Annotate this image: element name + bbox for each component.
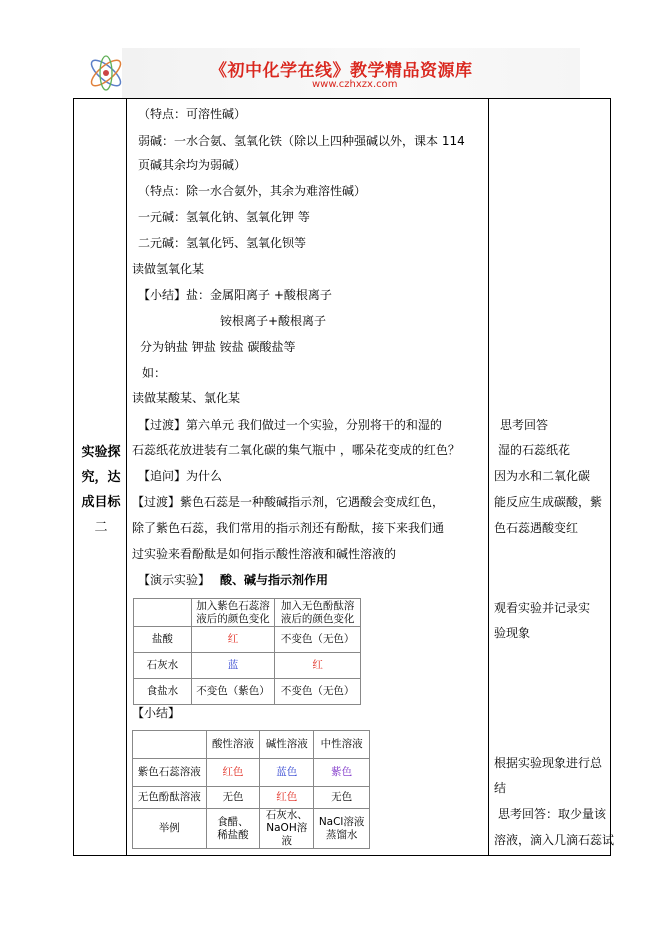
table-cell: 红色 [206,759,260,787]
table-cell: 食醋、 稀盐酸 [206,809,260,849]
text-line: 如： [142,366,167,380]
table-cell: 红 [191,627,275,653]
section-label-line: 成目标 [81,495,121,510]
text-line: 除了紫色石蕊，我们常用的指示剂还有酚酞，接下来我们通 [132,521,445,535]
text-line: 铵根离子+酸根离子 [220,314,327,328]
text-line: 二元碱：氢氧化钙、氢氧化钡等 [138,236,307,250]
student-activity: 溶液，滴入几滴石蕊试 [494,833,615,847]
table-top-border [73,98,611,99]
student-activity: 根据实验现象进行总 [494,756,603,770]
table-cell: 蓝色 [260,759,314,787]
section-label-line: 究，达 [81,470,121,485]
table-cell: 蓝 [191,653,275,679]
table-row-label: 盐酸 [134,627,192,653]
table-row-label: 举例 [133,809,207,849]
dna-logo-icon [84,52,128,94]
student-activity: 色石蕊遇酸变红 [494,521,579,535]
student-activity: 能反应生成碳酸，紫 [494,495,603,509]
student-activity: 观看实验并记录实 [494,601,591,615]
table-row-label: 无色酚酞溶液 [133,787,207,809]
summary-label: 【小结】 [132,706,181,720]
header-banner [80,48,580,98]
text-line: 页碱其余均为弱碱） [138,158,247,172]
table-header-cell [134,599,192,627]
student-activity: 湿的石蕊纸花 [498,443,571,457]
text-line: 石蕊纸花放进装有二氧化碳的集气瓶中 ，哪朵花变成的红色？ [132,443,460,457]
text-line: （特点：可溶性碱） [138,107,247,121]
column-divider-2 [488,98,489,856]
table-row-label: 石灰水 [134,653,192,679]
text-line: （特点：除一水合氨外，其余为难溶性碱） [138,184,367,198]
summary-table [132,730,370,849]
table-header-cell: 中性溶液 [314,731,370,759]
table-cell: 红色 [260,787,314,809]
column-divider-1 [126,98,127,856]
text-line: 一元碱：氢氧化钠、氢氧化钾 等 [138,210,310,224]
demo-label: 【演示实验】 [138,573,211,587]
student-activity: 思考回答 [500,418,549,432]
demo-title: 酸、碱与指示剂作用 [220,573,329,587]
text-line: 分为钠盐 钾盐 铵盐 碳酸盐等 [140,340,296,354]
student-activity: 思考回答：取少量该 [498,807,607,821]
table-cell: 石灰水、 NaOH溶液 [260,809,314,849]
table-row-label: 食盐水 [134,679,192,705]
table-right-border [610,98,611,856]
table-header-cell [133,731,207,759]
text-line: 读做氢氧化某 [132,262,205,276]
banner-url: www.czhxzx.com [312,79,398,90]
table-cell: 红 [275,653,361,679]
transition-text: 【过渡】第六单元 我们做过一个实验，分别将干的和湿的 [138,418,442,432]
table-cell: 不变色（无色） [275,679,361,705]
indicator-table [133,598,361,705]
table-cell: 不变色（紫色） [191,679,275,705]
student-activity: 验现象 [494,626,531,640]
student-activity: 结 [494,781,507,795]
table-cell: 紫色 [314,759,370,787]
section-label-line: 二 [94,520,108,535]
table-cell: 无色 [314,787,370,809]
table-header-cell: 加入无色酚酞溶 液后的颜色变化 [275,599,361,627]
section-label [76,440,126,540]
table-bottom-border [73,855,611,856]
table-cell: NaCl溶液 蒸馏水 [314,809,370,849]
table-header-cell: 酸性溶液 [206,731,260,759]
table-left-border [73,98,74,856]
summary-salt: 【小结】盐：金属阳离子 +酸根离子 [138,288,332,302]
text-line: 过实验来看酚酞是如何指示酸性溶液和碱性溶液的 [132,547,397,561]
table-header-cell: 加入紫色石蕊溶 液后的颜色变化 [191,599,275,627]
followup-question: 【追问】为什么 [138,469,223,483]
student-activity: 因为水和二氧化碳 [494,469,591,483]
text-line: 读做某酸某、氯化某 [132,391,241,405]
table-row-label: 紫色石蕊溶液 [133,759,207,787]
section-label-line: 实验探 [81,445,121,460]
table-header-cell: 碱性溶液 [260,731,314,759]
transition-text: 【过渡】紫色石蕊是一种酸碱指示剂，它遇酸会变成红色， [132,495,445,509]
table-cell: 不变色（无色） [275,627,361,653]
banner-title: 《初中化学在线》教学精品资源库 [210,61,473,81]
table-cell: 无色 [206,787,260,809]
text-line: 弱碱：一水合氨、氢氧化铁（除以上四种强碱以外，课本 114 [138,134,465,148]
